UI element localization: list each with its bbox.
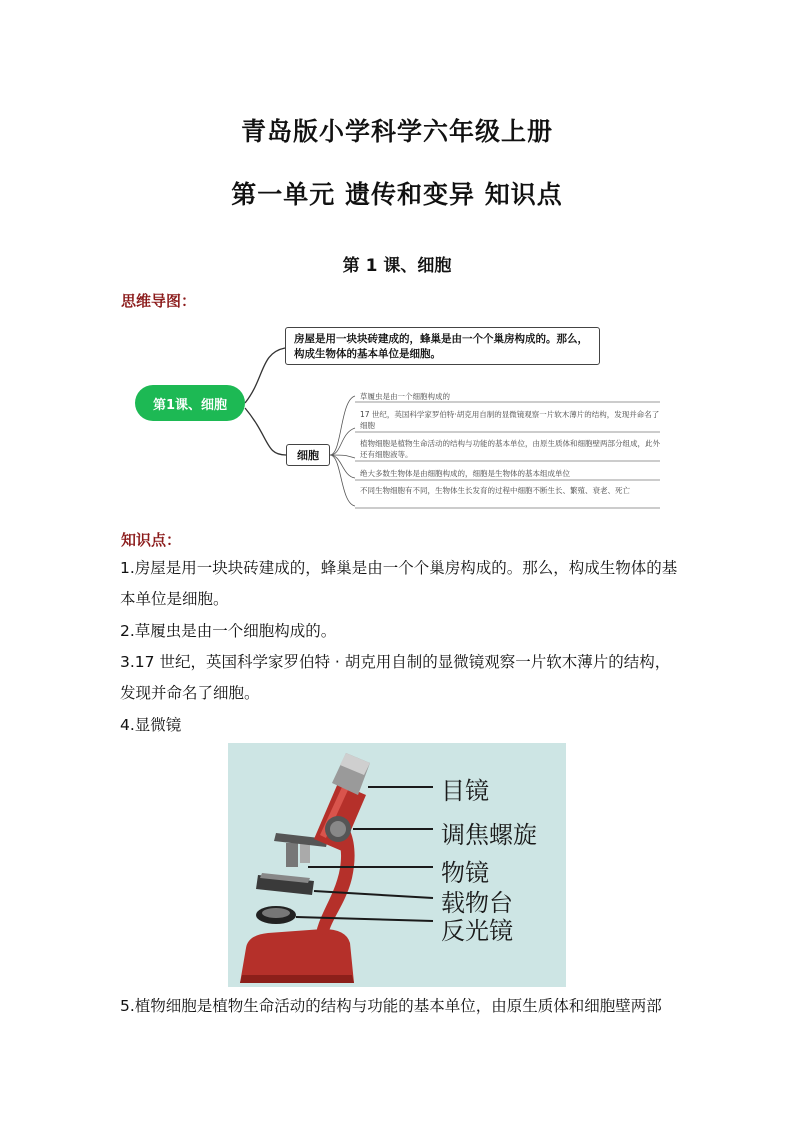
mindmap-leaf: 植物细胞是植物生命活动的结构与功能的基本单位，由原生质体和细胞壁两部分组成，此外还有细胞液等。 (360, 439, 660, 459)
mindmap-leaf: 草履虫是由一个细胞构成的 (360, 392, 450, 401)
label-eyepiece: 目镜 (441, 777, 489, 805)
mindmap-root-node: 第1课、细胞 (135, 385, 245, 421)
mindmap-leaf: 绝大多数生物体是由细胞构成的，细胞是生物体的基本组成单位 (360, 469, 570, 478)
mindmap-heading: 思维导图： (121, 292, 197, 310)
mindmap-leaf: 17 世纪，英国科学家罗伯特·胡克用自制的显微镜观察一片软木薄片的结构，发现并命名了细胞 (360, 410, 660, 430)
knowledge-item-4: 4.显微镜 (120, 716, 182, 734)
unit-title: 第一单元 遗传和变异 知识点 (231, 180, 563, 209)
mind-map (120, 318, 665, 518)
label-stage: 载物台 (441, 889, 513, 917)
microscope-illustration (228, 743, 566, 987)
microscope-figure (228, 743, 566, 987)
knowledge-item-2: 2.草履虫是由一个细胞构成的。 (120, 622, 337, 640)
label-objective: 物镜 (441, 859, 489, 887)
mindmap-branch-node: 细胞 (286, 444, 330, 466)
mindmap-top-node: 房屋是用一块块砖建成的，蜂巢是由一个个巢房构成的。那么，构成生物体的基本单位是细胞。 (285, 327, 600, 365)
mindmap-leaf: 不同生物细胞有不同，生物体生长发育的过程中细胞不断生长、繁殖、衰老、死亡 (360, 486, 630, 495)
label-focus-knob: 调焦螺旋 (441, 821, 537, 849)
knowledge-heading: 知识点： (121, 531, 182, 549)
knowledge-item-5: 5.植物细胞是植物生命活动的结构与功能的基本单位，由原生质体和细胞壁两部 (120, 997, 662, 1015)
label-mirror: 反光镜 (441, 917, 513, 945)
document-title: 青岛版小学科学六年级上册 (240, 117, 553, 146)
knowledge-item-3: 3.17 世纪，英国科学家罗伯特 · 胡克用自制的显微镜观察一片软木薄片的结构，发现并命名了细胞。 (120, 653, 671, 702)
knowledge-item-1: 1.房屋是用一块块砖建成的，蜂巢是由一个个巢房构成的。那么，构成生物体的基本单位是细胞。 (120, 559, 678, 608)
lesson-title: 第 1 课、细胞 (342, 256, 452, 276)
